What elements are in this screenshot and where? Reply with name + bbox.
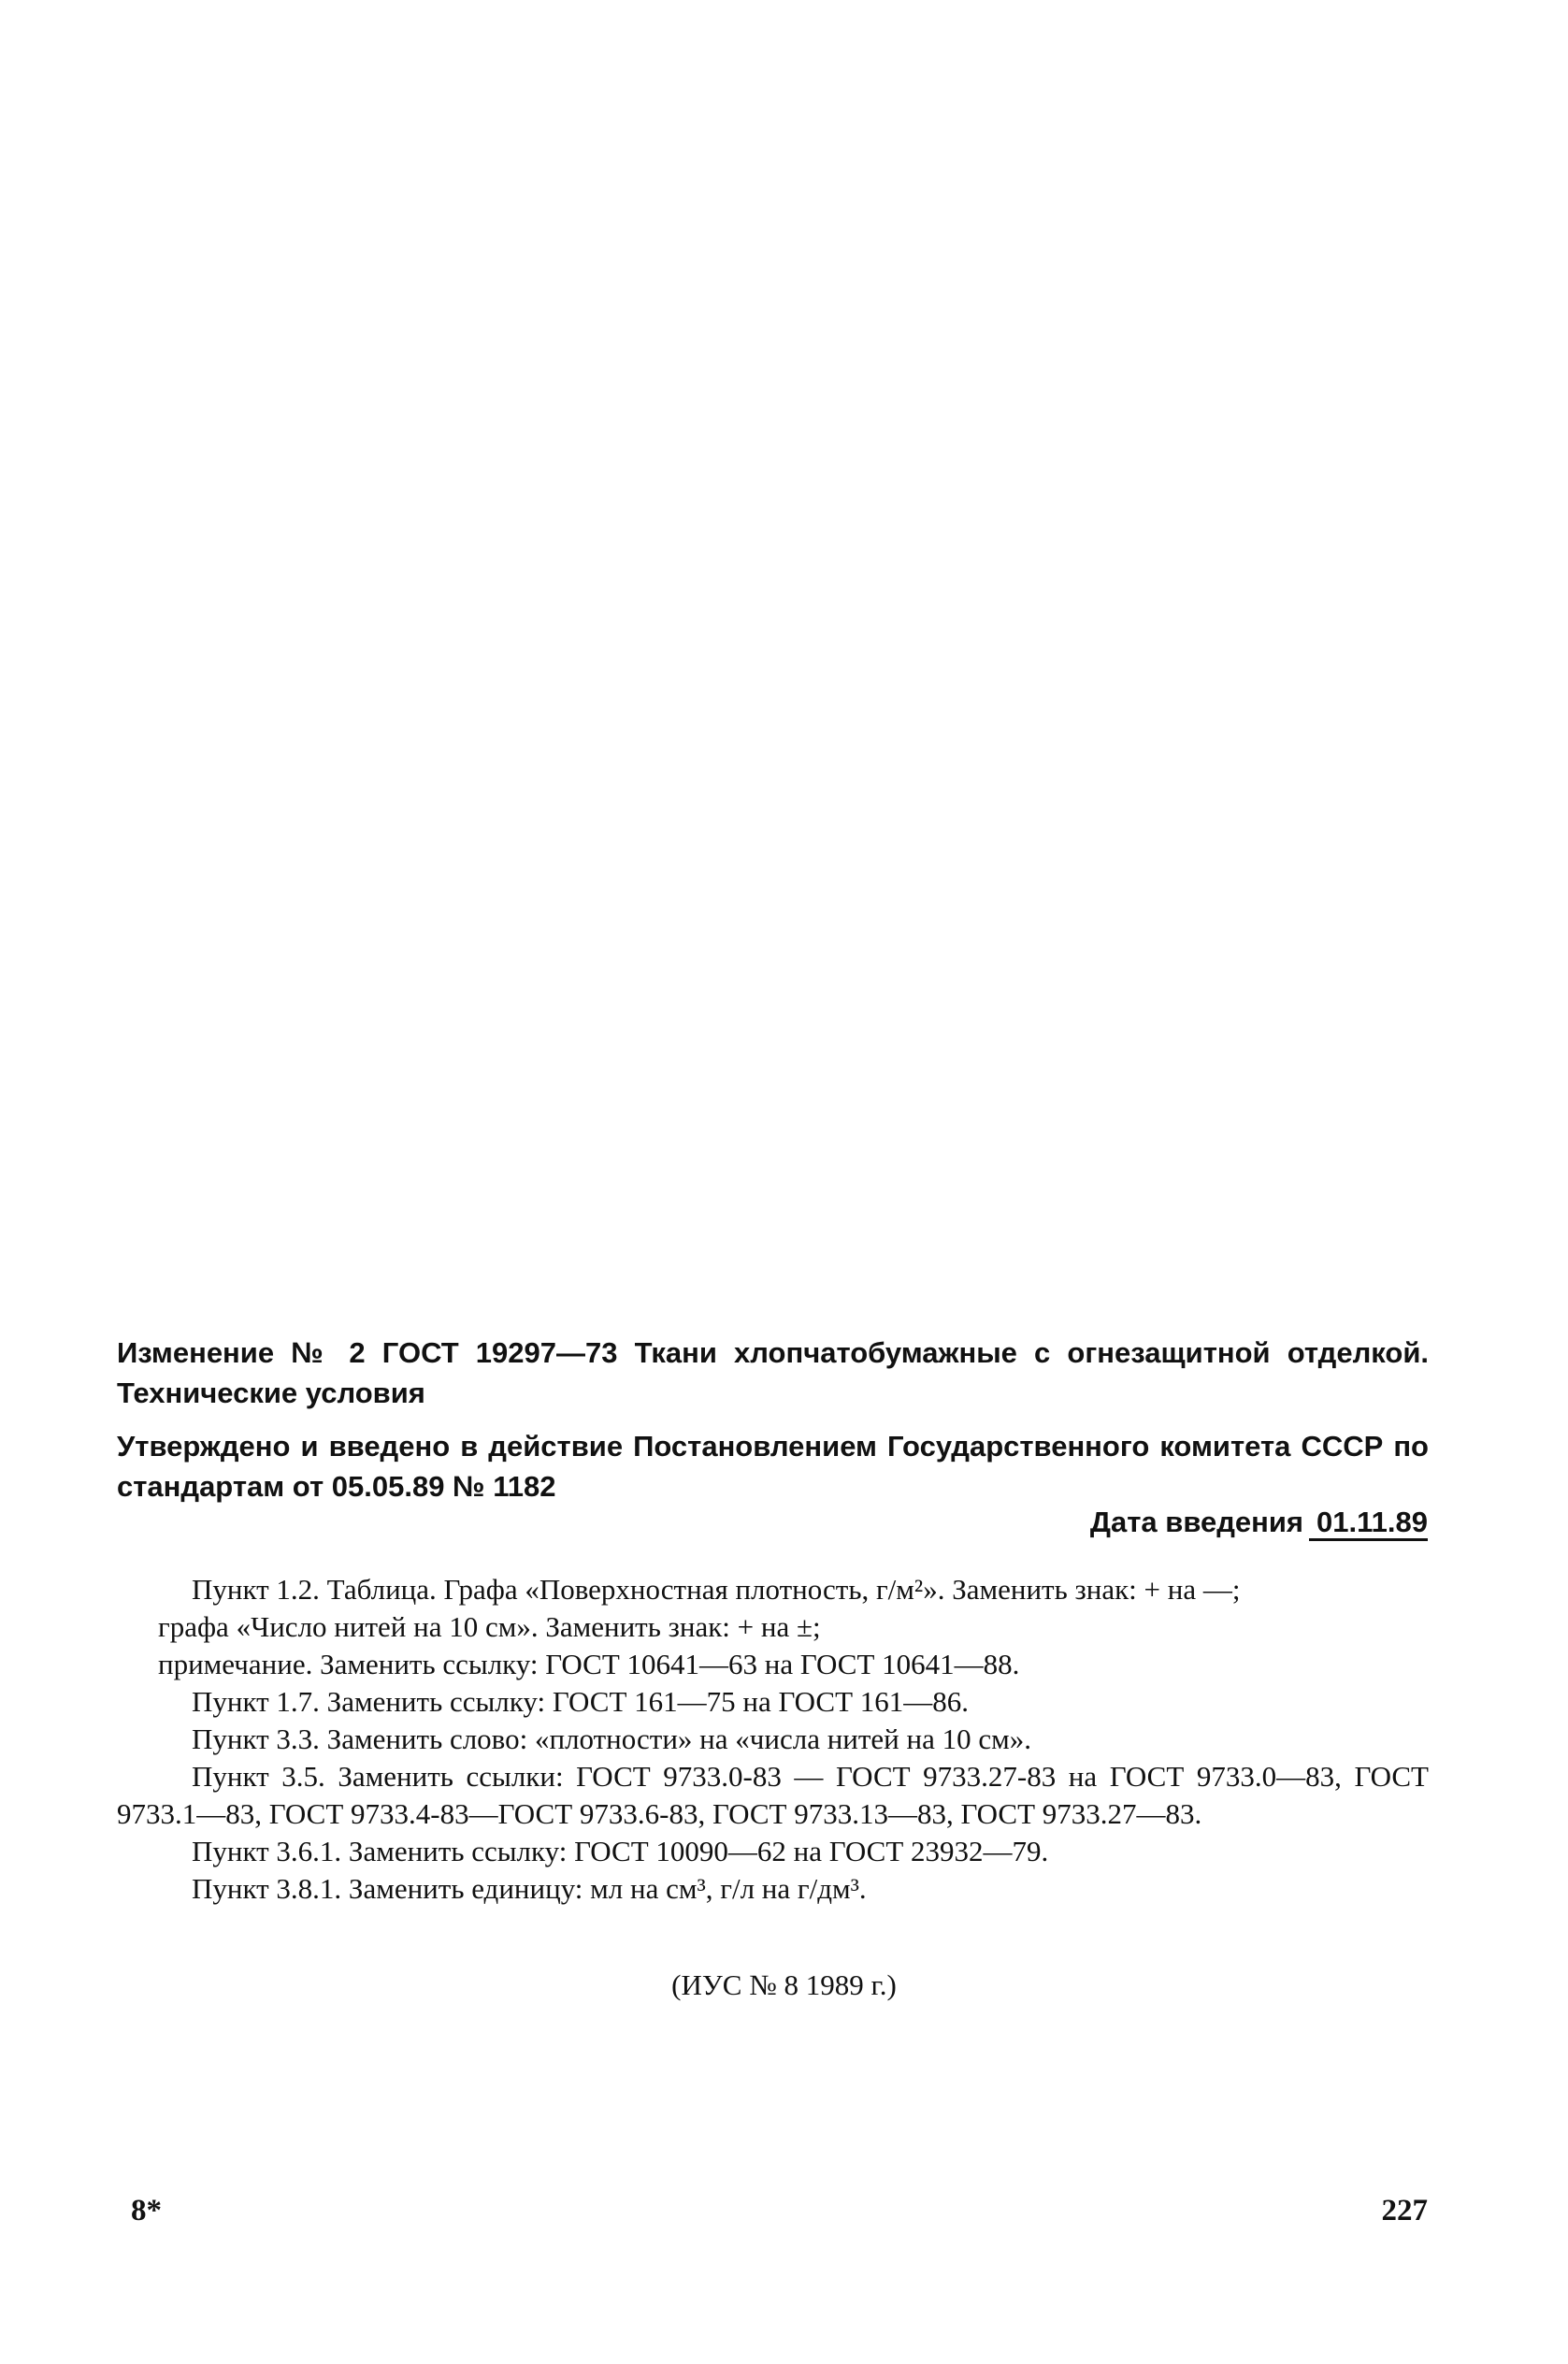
paragraph-item-3-8-1: Пункт 3.8.1. Заменить единицу: мл на см³, г/л на г/дм³. <box>192 1872 867 1905</box>
paragraph-item-3-5: Пункт 3.5. Заменить ссылки: ГОСТ 9733.0-83 — ГОСТ 9733.27-83 на ГОСТ 9733.0—83, ГОСТ 9733.1—83, ГОСТ 9733.4-83—ГОСТ 9733.6-83, ГОСТ 9733.13—83, ГОСТ 9733.27—83. <box>117 1760 1429 1830</box>
paragraph-item-1-2: Пункт 1.2. Таблица. Графа «Поверхностная плотность, г/м²». Заменить знак: + на —; <box>192 1573 1241 1606</box>
effective-date-value: 01.11.89 <box>1309 1506 1428 1541</box>
source-reference: (ИУС № 8 1989 г.) <box>671 1968 897 2001</box>
effective-date-line <box>1090 1502 1428 1542</box>
approval-statement: Утверждено и введено в действие Постановлением Государственного комитета СССР по стандартам от 05.05.89 № 1182 <box>117 1430 1429 1503</box>
paragraph-note: примечание. Заменить ссылку: ГОСТ 10641—63 на ГОСТ 10641—88. <box>158 1648 1020 1680</box>
effective-date-label: Дата введения <box>1089 1506 1304 1538</box>
amendment-body <box>117 1571 1429 1908</box>
signature-mark: 8* <box>131 2194 162 2227</box>
page-number: 227 <box>1381 2194 1428 2227</box>
paragraph-column-threads: графа «Число нитей на 10 см». Заменить знак: + на ±; <box>158 1610 821 1643</box>
paragraph-item-3-3: Пункт 3.3. Заменить слово: «плотности» на «числа нитей на 10 см». <box>192 1723 1032 1755</box>
paragraph-item-1-7: Пункт 1.7. Заменить ссылку: ГОСТ 161—75 на ГОСТ 161—86. <box>192 1685 970 1718</box>
amendment-title: Изменение № 2 ГОСТ 19297—73 Ткани хлопчатобумажные с огнезащитной отделкой. Технические условия <box>117 1336 1429 1409</box>
paragraph-item-3-6-1: Пункт 3.6.1. Заменить ссылку: ГОСТ 10090—62 на ГОСТ 23932—79. <box>192 1835 1049 1867</box>
